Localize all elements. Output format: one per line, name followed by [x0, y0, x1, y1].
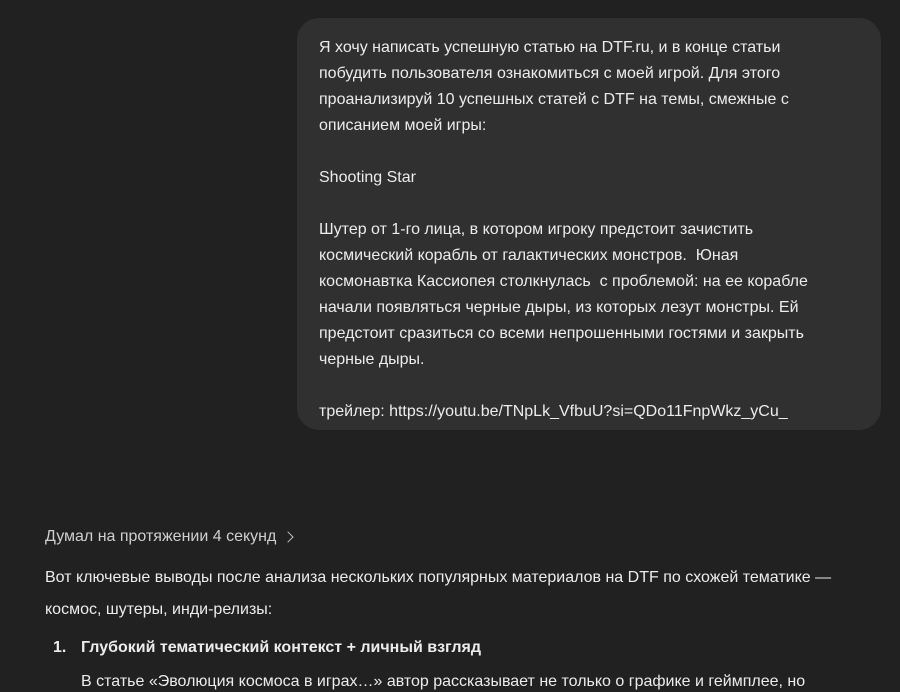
thinking-label: Думал на протяжении 4 секунд: [45, 528, 277, 545]
list-item-number: 1.: [53, 639, 67, 656]
user-message-trailer-link: трейлер: https://youtu.be/TNpLk_VfbuU?si=QDo11FnpWkz_yCu_: [319, 403, 788, 420]
list-item-heading: Глубокий тематический контекст + личный взгляд: [81, 639, 481, 656]
list-item: [45, 632, 875, 692]
assistant-message: [45, 524, 875, 692]
thinking-toggle[interactable]: [45, 524, 292, 550]
user-message-game-description: Шутер от 1-го лица, в котором игроку предстоит зачистить космический корабль от галактических монстров. Юная космонавтка Кассиопея столкнулась с проблемой: на ее корабле начали появляться черные дыры, из которых лезут монстры. Ей предстоит сразиться со всеми непрошенными гостями и закрыть черные дыры.: [319, 221, 808, 368]
user-message-bubble: [297, 18, 881, 430]
user-message-game-title: Shooting Star: [319, 169, 416, 186]
list-item-body: В статье «Эволюция космоса в играх…» автор рассказывает не только о графике и геймплее, но: [81, 673, 806, 690]
user-message-paragraph: Я хочу написать успешную статью на DTF.ru, и в конце статьи побудить пользователя ознакомиться с моей игрой. Для этого проанализируй 10 успешных статей с DTF на темы, смежные с описанием моей игры:: [319, 39, 789, 134]
assistant-points-list: [45, 632, 875, 692]
assistant-intro: Вот ключевые выводы после анализа нескольких популярных материалов на DTF по схожей тематике — космос, шутеры, инди-релизы:: [45, 569, 832, 618]
chevron-right-icon: [283, 531, 294, 542]
